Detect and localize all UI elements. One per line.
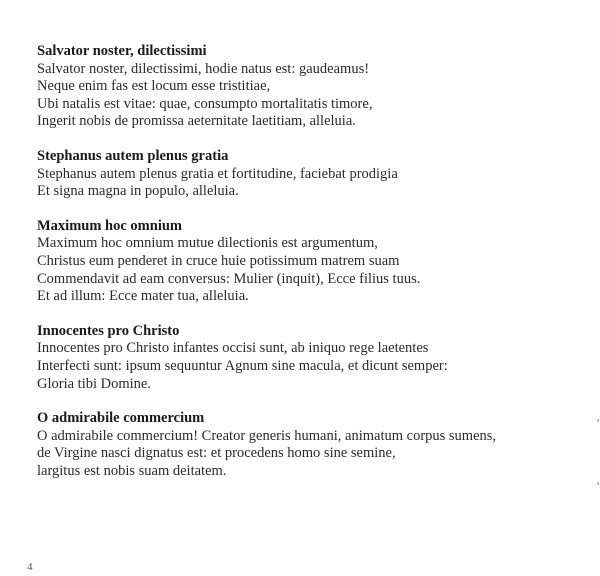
text-line: Innocentes pro Christo infantes occisi sunt, ab iniquo rege laetentes [37,340,429,357]
text-line: Interfecti sunt: ipsum sequuntur Agnum sine macula, et dicunt semper: [37,357,448,374]
scan-artifact [597,419,599,422]
section-o-admirabile [37,410,577,480]
section-salvator-noster [37,43,577,131]
scan-artifact [597,482,599,485]
text-line: Salvator noster, dilectissimi, hodie natus est: gaudeamus! [37,60,370,77]
text-line: largitus est nobis suam deitatem. [37,462,227,479]
section-title: Stephanus autem plenus gratia [37,147,229,164]
text-line: Et signa magna in populo, alleluia. [37,183,239,200]
section-maximum-hoc-omnium [37,218,577,306]
document-body [37,43,577,497]
text-line: Maximum hoc omnium mutue dilectionis est argumentum, [37,235,378,252]
section-title: Maximum hoc omnium [37,217,182,234]
section-title: O admirabile commercium [37,410,205,427]
section-stephanus [37,148,577,201]
section-title: Innocentes pro Christo [37,322,180,339]
text-line: de Virgine nasci dignatus est: et procedens homo sine semine, [37,445,396,462]
text-line: Christus eum penderet in cruce huie potissimum matrem suam [37,252,400,269]
page-number: 4 [27,561,33,573]
text-line: Commendavit ad eam conversus: Mulier (inquit), Ecce filius tuus. [37,270,421,287]
text-line: O admirabile commercium! Creator generis humani, animatum corpus sumens, [37,427,497,444]
text-line: Ingerit nobis de promissa aeternitate laetitiam, alleluia. [37,113,356,130]
text-line: Gloria tibi Domine. [37,375,151,392]
text-line: Neque enim fas est locum esse tristitiae, [37,78,271,95]
text-line: Ubi natalis est vitae: quae, consumpto mortalitatis timore, [37,95,373,112]
section-innocentes [37,323,577,393]
text-line: Et ad illum: Ecce mater tua, alleluia. [37,288,249,305]
section-title: Salvator noster, dilectissimi [37,43,207,59]
text-line: Stephanus autem plenus gratia et fortitudine, faciebat prodigia [37,165,398,182]
